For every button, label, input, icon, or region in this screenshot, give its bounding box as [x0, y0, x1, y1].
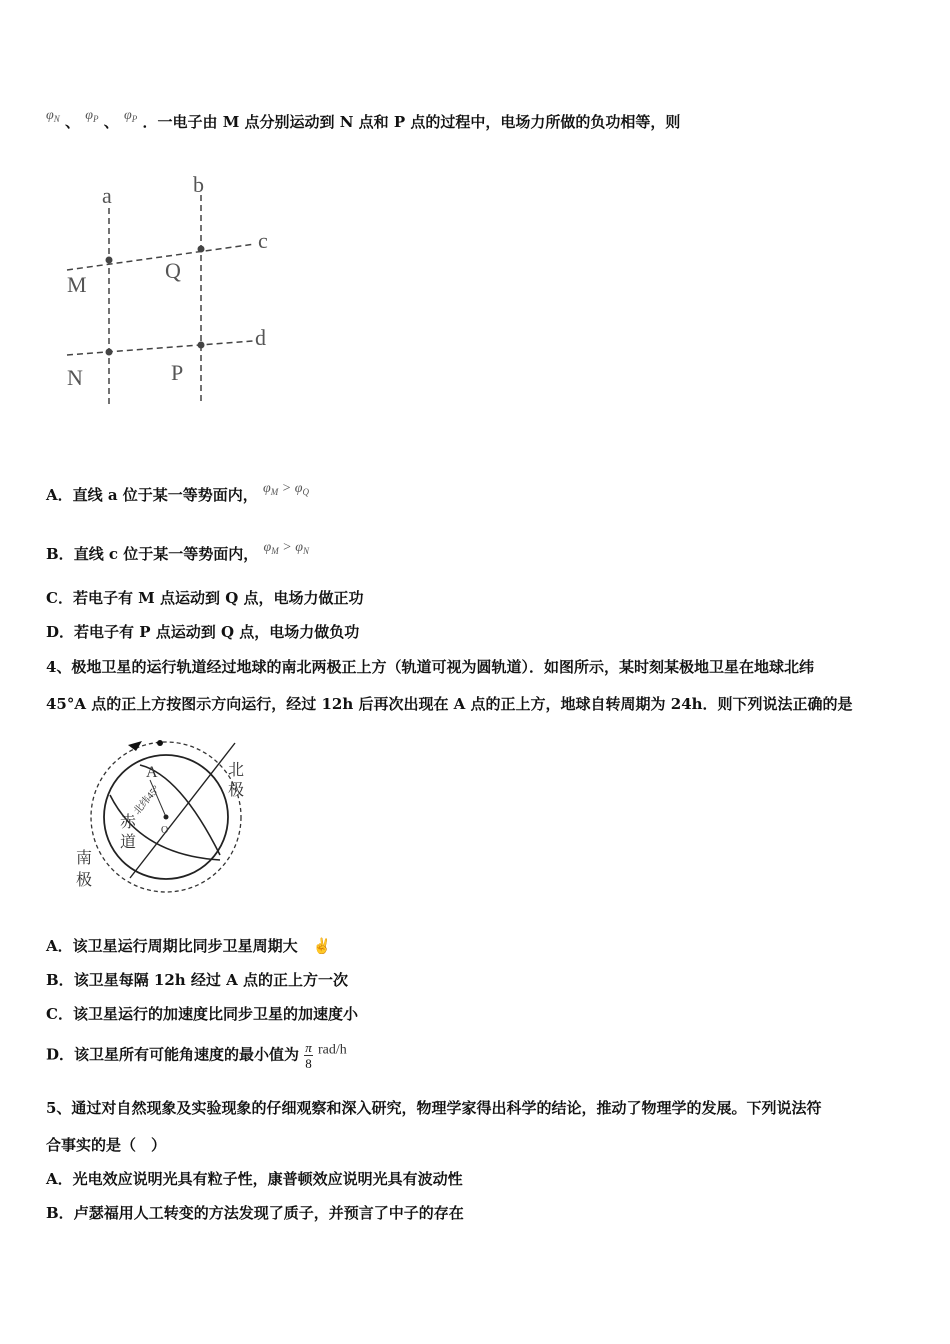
phi-p-symbol: $\varphi_P$: [123, 108, 138, 124]
math-phi-m-gt-phi-n: $\varphi_M > \varphi_N$: [263, 540, 309, 556]
center-dot: [164, 815, 169, 820]
pi-over-8-fraction: $\frac{\pi}{8}$: [305, 1040, 312, 1071]
label-south-2: 极: [76, 872, 93, 889]
label-equator-1: 赤: [120, 814, 137, 831]
point-p-dot: [198, 342, 205, 349]
label-m: M: [67, 272, 87, 297]
q5-option-b: B．卢瑟福用人工转变的方法发现了质子，并预言了中子的存在: [46, 1204, 464, 1222]
q5-stem-line1: 5、通过对自然现象及实验现象的仔细观察和深入研究，物理学家得出科学的结论，推动了物理学的发展。下列说法符: [46, 1099, 822, 1117]
point-m-dot: [106, 257, 113, 264]
math-phi-m-gt-phi-q: $\varphi_M > \varphi_Q$: [263, 481, 309, 497]
q3-intro-line: [46, 108, 680, 132]
q3-option-d: D．若电子有 P 点运动到 Q 点，电场力做负功: [46, 623, 360, 641]
label-c: c: [258, 228, 268, 253]
q3-field-figure: [55, 170, 295, 420]
unit-rad-per-hour: rad/h: [318, 1042, 347, 1058]
q3-option-c: C．若电子有 M 点运动到 Q 点，电场力做正功: [46, 589, 364, 607]
q3-intro-text: ．一电子由 M 点分别运动到 N 点和 P 点的过程中，电场力所做的负功相等，则: [142, 113, 681, 131]
phi-n-symbol: $\varphi_N$: [46, 108, 60, 124]
q4-option-c: C．该卫星运行的加速度比同步卫星的加速度小: [46, 1005, 358, 1023]
label-b: b: [193, 172, 204, 197]
q3-option-b: B．直线 c 位于某一等势面内， $\varphi_M > \varphi_N$: [46, 540, 309, 563]
q4-option-b: B．该卫星每隔 12h 经过 A 点的正上方一次: [46, 971, 348, 989]
label-equator-2: 道: [120, 834, 137, 851]
line-c: [67, 244, 255, 270]
separator: 、: [103, 113, 119, 131]
satellite-dot: [157, 740, 163, 746]
q5-stem-line2: 合事实的是（ ）: [46, 1136, 167, 1154]
label-north-1: 北: [228, 762, 245, 779]
q5-option-a: A．光电效应说明光具有粒子性，康普顿效应说明光具有波动性: [46, 1170, 463, 1188]
label-a: a: [102, 183, 112, 208]
point-n-dot: [106, 349, 113, 356]
hand-mark-icon: ✌: [312, 937, 332, 955]
q4-option-d: D．该卫星所有可能角速度的最小值为 $\frac{\pi}{8}$ rad/h: [46, 1040, 347, 1071]
line-d: [67, 341, 253, 355]
label-d: d: [255, 325, 266, 350]
label-center-o: O: [161, 825, 169, 836]
q4-satellite-figure: [70, 735, 270, 900]
label-p: P: [171, 360, 184, 385]
label-latitude: 北纬45°: [131, 783, 163, 817]
q4-stem-line1: 4、极地卫星的运行轨道经过地球的南北两极正上方（轨道可视为圆轨道）．如图所示，某时刻某极地卫星在地球北纬: [46, 658, 814, 676]
label-south-1: 南: [76, 850, 93, 867]
q4-option-a: A．该卫星运行周期比同步卫星周期大 ✌: [46, 937, 332, 955]
q3-option-a: A．直线 a 位于某一等势面内， $\varphi_M > \varphi_Q$: [46, 481, 309, 504]
point-q-dot: [198, 246, 205, 253]
label-north-2: 极: [228, 782, 245, 799]
phi-p-symbol: $\varphi_P$: [85, 108, 99, 124]
label-q: Q: [165, 258, 181, 283]
separator: 、: [65, 113, 81, 131]
satellite-arrow-icon: [128, 741, 142, 751]
q4-stem-line2: 45°A 点的正上方按图示方向运行，经过 12h 后再次出现在 A 点的正上方，地球自转周期为 24h．则下列说法正确的是: [46, 695, 853, 713]
label-n: N: [67, 365, 83, 390]
label-point-a: A: [146, 764, 158, 781]
